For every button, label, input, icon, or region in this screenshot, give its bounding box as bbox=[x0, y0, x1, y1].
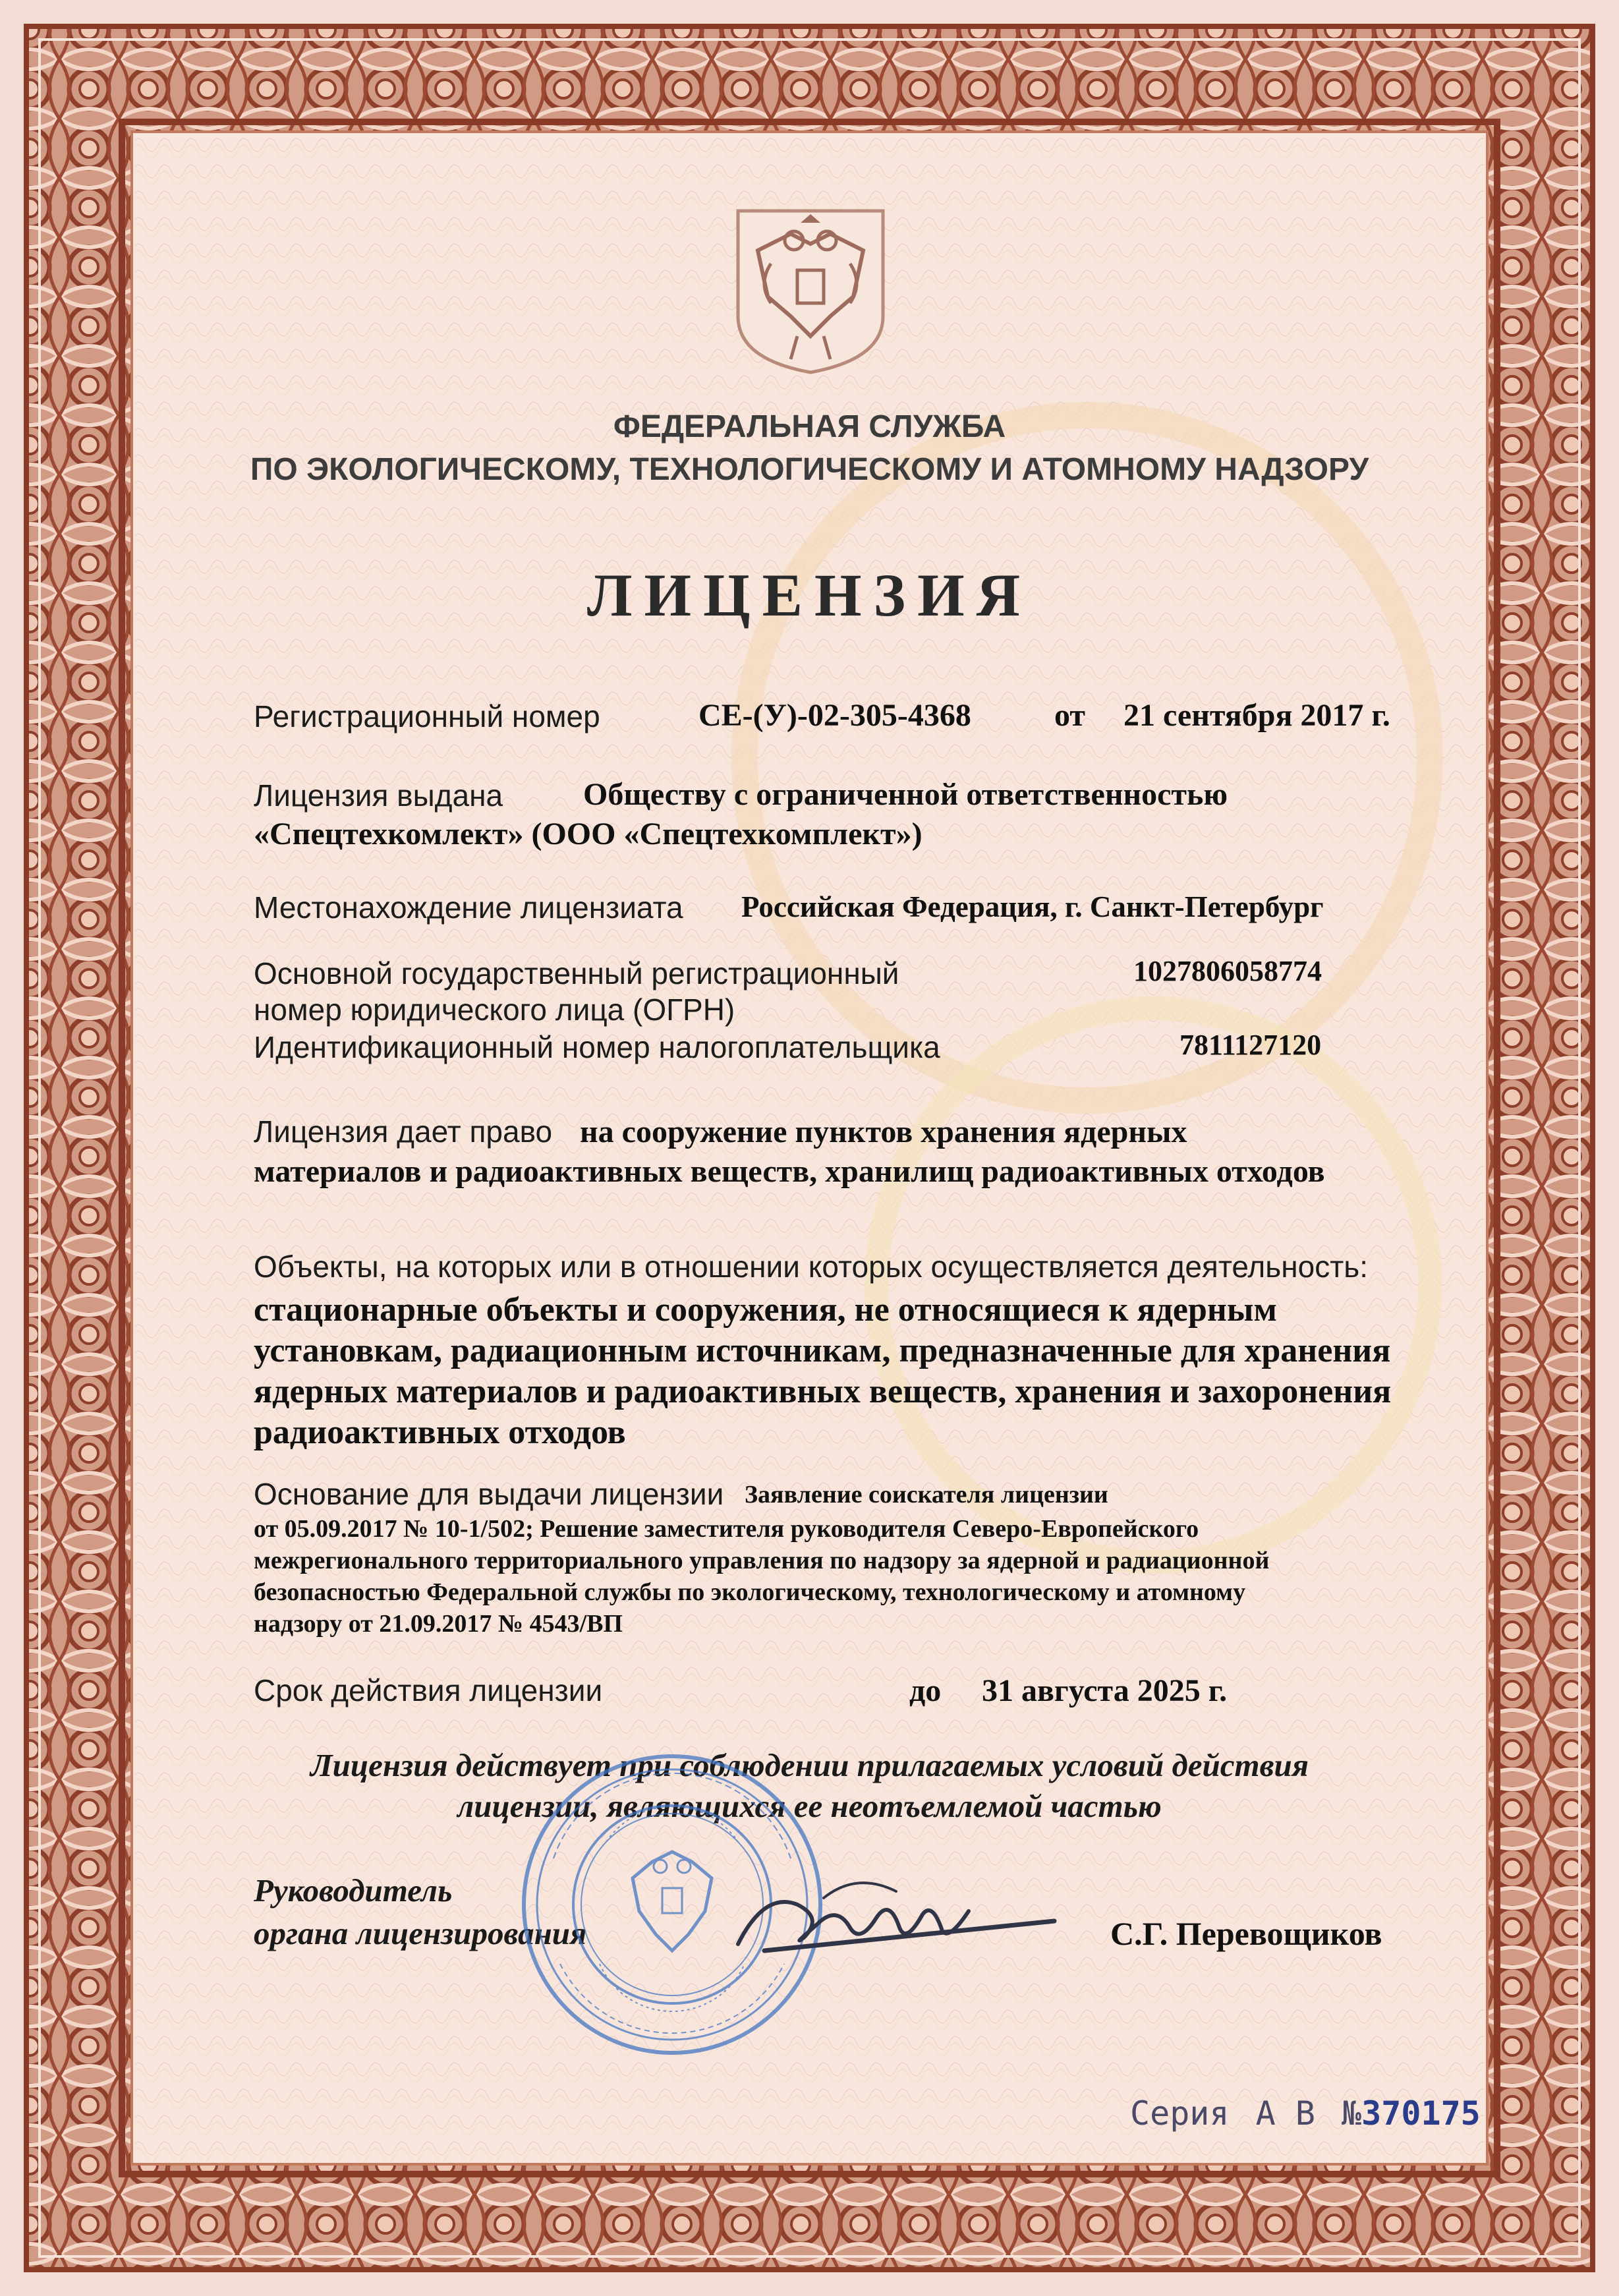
objects-line: установкам, радиационным источникам, предназначенные для хранения bbox=[254, 1332, 1391, 1369]
serial-number bbox=[1130, 2094, 1481, 2133]
objects-line: стационарные объекты и сооружения, не относящиеся к ядерным bbox=[254, 1291, 1277, 1329]
issued-to-line1: Обществу с ограниченной ответственностью bbox=[583, 777, 1228, 812]
basis-line1: Заявление соискателя лицензии bbox=[745, 1481, 1108, 1508]
basis-line: надзору от 21.09.2017 № 4543/ВП bbox=[254, 1610, 623, 1638]
issued-to-line2: «Спецтехкомлект» (ООО «Спецтехкомплект») bbox=[254, 817, 923, 851]
inn-value: 7811127120 bbox=[1179, 1029, 1322, 1061]
signatory-name: С.Г. Перевощиков bbox=[1110, 1915, 1382, 1952]
location-value: Российская Федерация, г. Санкт-Петербург bbox=[741, 890, 1324, 923]
basis-line: от 05.09.2017 № 10-1/502; Решение заместителя руководителя Северо-Европейского bbox=[254, 1515, 1199, 1543]
registration-from: от bbox=[1054, 698, 1085, 733]
basis-line: межрегионального территориального управления по надзору за ядерной и радиационной bbox=[254, 1547, 1270, 1574]
validity-label: Срок действия лицензии bbox=[254, 1673, 603, 1708]
serial-number-value: 370175 bbox=[1361, 2094, 1481, 2133]
inn-label: Идентификационный номер налогоплательщика bbox=[254, 1030, 940, 1064]
ogrn-label-line1: Основной государственный регистрационный bbox=[254, 956, 899, 990]
validity-until: до bbox=[909, 1673, 942, 1708]
serial-label: Серия bbox=[1130, 2094, 1230, 2133]
right-label: Лицензия дает право bbox=[254, 1114, 553, 1149]
conditions-line2: лицензии, являющихся ее неотъемлемой частью bbox=[457, 1788, 1162, 1824]
conditions-line1: Лицензия действует при соблюдении прилагаемых условий действия bbox=[310, 1747, 1309, 1783]
signature bbox=[725, 1865, 1067, 1970]
right-line1: на сооружение пунктов хранения ядерных bbox=[580, 1114, 1187, 1149]
location-label: Местонахождение лицензиата bbox=[254, 890, 683, 925]
basis-label: Основание для выдачи лицензии bbox=[254, 1477, 724, 1511]
document-title: ЛИЦЕНЗИЯ bbox=[586, 561, 1033, 629]
serial-number-prefix: № bbox=[1342, 2094, 1362, 2133]
agency-name-line1: ФЕДЕРАЛЬНАЯ СЛУЖБА bbox=[613, 409, 1006, 444]
objects-line: ядерных материалов и радиоактивных веществ, хранения и захоронения bbox=[254, 1373, 1392, 1410]
signatory-role-line1: Руководитель bbox=[254, 1872, 453, 1909]
objects-label: Объекты, на которых или в отношении которых осуществляется деятельность: bbox=[254, 1249, 1369, 1284]
right-line2: материалов и радиоактивных веществ, хранилищ радиоактивных отходов bbox=[254, 1154, 1325, 1189]
ogrn-value: 1027806058774 bbox=[1133, 955, 1322, 987]
signatory-role-line2: органа лицензирования bbox=[254, 1915, 587, 1951]
registration-label: Регистрационный номер bbox=[254, 699, 600, 733]
registration-number: СЕ-(У)-02-305-4368 bbox=[698, 698, 971, 733]
coat-of-arms-icon bbox=[731, 204, 890, 376]
objects-line: радиоактивных отходов bbox=[254, 1414, 626, 1451]
validity-date: 31 августа 2025 г. bbox=[982, 1673, 1228, 1708]
serial-series: А В bbox=[1255, 2094, 1315, 2133]
basis-line: безопасностью Федеральной службы по экологическому, технологическому и атомному bbox=[254, 1578, 1246, 1606]
agency-name-line2: ПО ЭКОЛОГИЧЕСКОМУ, ТЕХНОЛОГИЧЕСКОМУ И АТОМНОМУ НАДЗОРУ bbox=[250, 452, 1369, 487]
ogrn-label-line2: номер юридического лица (ОГРН) bbox=[254, 992, 735, 1027]
issued-to-label: Лицензия выдана bbox=[254, 778, 503, 813]
registration-date: 21 сентября 2017 г. bbox=[1123, 698, 1390, 733]
